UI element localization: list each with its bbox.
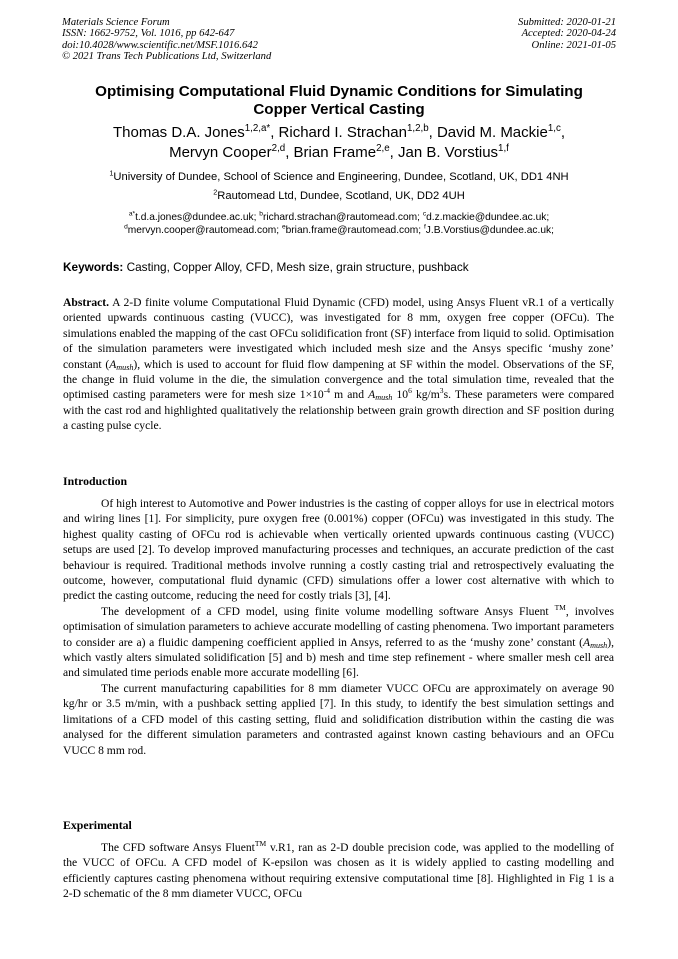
email-link[interactable]: t.d.a.jones@dundee.ac.uk; <box>135 212 257 223</box>
amush-symbol <box>109 358 133 371</box>
paragraph-text: , involves optimisation of simulation parameters to achieve accurate modelling of casting phenomena. Two important parameters to consider are a) a fluidic dampening coefficient applied in Ansys, referred to as the ‘mushy zone’ constant ( <box>63 604 614 649</box>
email-superscript: e <box>281 223 286 231</box>
author-name: David M. Mackie <box>436 124 548 141</box>
author-superscript: 1,f <box>498 143 509 154</box>
author-superscript: 1,2,b <box>406 123 429 134</box>
abstract-text: s. These parameters were compared with the cast rod and highlighted qualitatively the relationship between grain growth direction and SF position during a casting pulse cycle. <box>63 388 615 433</box>
author-emails <box>40 211 638 237</box>
author-name: Jan B. Vorstius <box>397 144 499 161</box>
introduction-body <box>63 496 614 758</box>
trademark-superscript: TM <box>554 602 566 612</box>
journal-doi: doi:10.4028/www.scientific.net/MSF.1016.642 <box>62 39 258 51</box>
amush-letter: A <box>583 635 591 649</box>
author-superscript: 1,c <box>547 123 561 134</box>
author-name: Brian Frame <box>293 144 377 161</box>
affiliation-2 <box>40 189 638 203</box>
author-line-2: Mervyn Cooper$^{2,d}$, Brian Frame$^{2,e}$, Jan B. Vorstius$^{1,f}$ <box>169 143 509 161</box>
amush-symbol <box>583 636 607 649</box>
exponent: -4 <box>323 386 331 396</box>
email-link[interactable]: mervyn.cooper@rautomead.com; <box>127 225 280 237</box>
abstract-text: m and <box>330 388 369 402</box>
trademark-superscript: TM <box>254 839 267 849</box>
keywords-label: Keywords: <box>63 260 124 274</box>
abstract-text: 10 <box>392 388 409 402</box>
author-name: Mervyn Cooper <box>169 144 272 161</box>
section-heading-experimental: Experimental <box>63 818 132 832</box>
paragraph-text: The CFD software Ansys Fluent <box>101 841 255 854</box>
author-superscript: 2,d <box>271 143 286 154</box>
paper-title <box>40 83 638 119</box>
journal-name: Materials Science Forum <box>62 17 170 28</box>
journal-copyright: © 2021 Trans Tech Publications Ltd, Switzerland <box>62 51 272 63</box>
author-name: Richard I. Strachan <box>278 124 407 141</box>
journal-issn: ISSN: 1662-9752, Vol. 1016, pp 642-647 <box>62 28 235 40</box>
keywords-text: Casting, Copper Alloy, CFD, Mesh size, grain structure, pushback <box>126 260 469 274</box>
exponent: 3 <box>439 386 444 396</box>
amush-symbol <box>368 388 392 401</box>
email-superscript: f <box>423 223 426 231</box>
abstract-label: Abstract. <box>63 296 110 309</box>
abstract-paragraph <box>63 295 614 434</box>
amush-subscript: mush <box>116 362 134 372</box>
email-link[interactable]: d.z.mackie@dundee.ac.uk; <box>426 212 550 223</box>
author-superscript: 2,e <box>376 143 390 154</box>
introduction-paragraph-3: The current manufacturing capabilities for 8 mm diameter VUCC OFCu are approximately on average 90 kg/hr or 3.5 m/min, with a pushback setting applied [7]. In this study, to identify the best simulation settings and limitations of a CFD model of this casting setting, fluid and solidification distribution within the casting die was analysed for the different simulation parameters and contrasted against known casting behaviours and an OFCu VUCC 8 mm rod. <box>63 681 614 757</box>
amush-letter: A <box>368 388 376 402</box>
keywords <box>63 260 623 274</box>
paragraph-text: ), which vastly alters simulated solidification [5] and b) mesh and time step refinement - where smaller mesh cell area and simulated time periods enable more accurate modelling [6]. <box>63 635 614 680</box>
email-line-2 <box>40 224 638 237</box>
affiliation-1 <box>40 170 638 184</box>
paragraph-text: v.R1, ran as 2-D double precision code, was applied to the modelling of the VUCC of OFCu. A CFD model of K-epsilon was chosen as it is widely applied to casting modelling and efficiently captures casting phenomena without requiring extensive computational time [8]. Highlighted in Fig 1 is a 2-D schematic of the 8 mm diameter VUCC, OFCu <box>63 841 614 901</box>
author-superscript: 1,2,a* <box>244 123 271 134</box>
author-list <box>40 123 638 163</box>
journal-header-right <box>518 17 616 51</box>
amush-subscript: mush <box>375 393 393 403</box>
affiliation-superscript: 1 <box>109 168 114 178</box>
amush-letter: A <box>109 357 117 371</box>
journal-header-left <box>62 17 271 63</box>
paragraph-text: The development of a CFD model, using finite volume modelling software Ansys Fluent <box>101 604 555 618</box>
email-line-1 <box>40 211 638 224</box>
email-link[interactable]: J.B.Vorstius@dundee.ac.uk; <box>425 225 554 237</box>
affiliation-text: Rautomead Ltd, Dundee, Scotland, UK, DD2 4UH <box>217 190 465 202</box>
email-superscript: c <box>422 210 427 218</box>
email-superscript: b <box>259 210 263 218</box>
accepted-date: Accepted: 2020-04-24 <box>521 28 616 40</box>
online-date: Online: 2021-01-05 <box>531 39 616 51</box>
email-superscript: a* <box>128 210 136 218</box>
abstract-text: A 2-D finite volume Computational Fluid Dynamic (CFD) model, using Ansys Fluent vR.1 of a vertically oriented upwards continuous casting (VUCC), was investigated for 8 mm, oxygen free copper (OFCu). The simulations enabled the mapping of the cast OFCu solidification front (SF) interface from liquid to solid. Optimisation of the simulation parameters were investigated which included mesh size and the Ansys specific ‘mushy zone’ constant ( <box>63 296 614 371</box>
paper-title-line-1: Optimising Computational Fluid Dynamic Conditions for Simulating <box>95 83 583 100</box>
affiliation-superscript: 2 <box>213 187 218 197</box>
email-link[interactable]: brian.frame@rautomead.com; <box>285 225 422 237</box>
email-superscript: d <box>124 223 128 231</box>
section-heading-introduction: Introduction <box>63 474 128 488</box>
abstract-text: ), which is used to account for fluid flow dampening at SF within the model. Observations of the SF, the change in fluid volume in the die, the simulation convergence and the total simulation time, revealed that the optimised casting parameters were for mesh size 1×10 <box>63 357 614 402</box>
experimental-paragraph-1 <box>63 840 614 902</box>
submitted-date: Submitted: 2020-01-21 <box>518 17 616 28</box>
email-link[interactable]: richard.strachan@rautomead.com; <box>262 212 420 223</box>
paper-title-line-2: Copper Vertical Casting <box>253 101 425 118</box>
introduction-paragraph-2 <box>63 604 614 681</box>
exponent: 6 <box>408 386 412 396</box>
abstract-text: kg/m <box>411 388 440 402</box>
introduction-paragraph-1: Of high interest to Automotive and Power industries is the casting of copper alloys for use in electrical motors and wiring lines [1]. For simplicity, pure oxygen free (0.001%) copper (OFCu) was investigated in this study. The highest quality casting of OFCu rod is achievable when vertically oriented upwards continuous casting (VUCC) setups are used [2]. To develop improved manufacturing processes and techniques, an accurate prediction of the cast behaviour is required. Traditional methods involve running a costly casting trial and retrospectively evaluating the outcome, however, computational fluid dynamic (CFD) simulations offer a lower cost alternative with which to predict the casting outcome, reducing the need for costly trials [3], [4]. <box>63 497 614 603</box>
amush-subscript: mush <box>590 640 608 650</box>
author-line-1: Thomas D.A. Jones$^{1,2,a*}$, Richard I. Strachan$^{1,2,b}$, David M. Mackie$^{1,c}$, <box>112 123 566 141</box>
affiliation-text: University of Dundee, School of Science and Engineering, Dundee, Scotland, UK, DD1 4NH <box>113 171 569 183</box>
abstract <box>63 295 614 434</box>
experimental-body <box>63 840 614 902</box>
author-name: Thomas D.A. Jones <box>112 124 245 141</box>
